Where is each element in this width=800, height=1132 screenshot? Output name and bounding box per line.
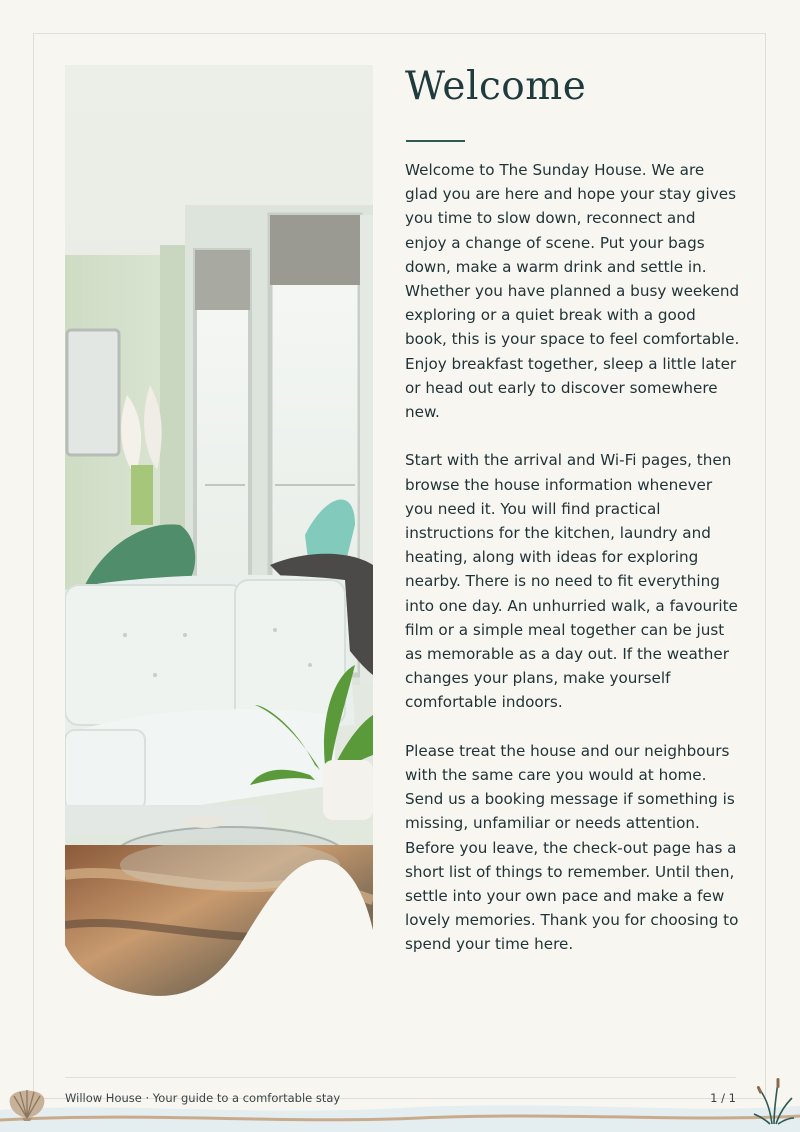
- reeds-icon: [752, 1074, 796, 1126]
- page-number: 1 / 1: [710, 1091, 736, 1105]
- footer-caption: Willow House · Your guide to a comfortable stay: [65, 1091, 341, 1105]
- paragraph: Welcome to The Sunday House. We are glad you are here and hope your stay gives you time to slow down, reconnect and enjoy a change of scene. Put your bags down, make a warm drink and settle in. Whether you have planned a busy weekend exploring or a quiet break with a good book, this is your space to feel comfortable. Enjoy breakfast together, sleep a little later or head out early to discover somewhere new.: [405, 161, 740, 422]
- welcome-text: [405, 158, 741, 981]
- seashell-icon: [6, 1082, 48, 1122]
- title-underline: [406, 140, 465, 142]
- footer-waves: [0, 1096, 800, 1132]
- living-room-photo: [65, 65, 373, 997]
- paragraph: Start with the arrival and Wi-Fi pages, then browse the house information whenever you need it. You will find practical instructions for the kitchen, laundry and heating, along with ideas for exploring nearby. There is no need to fit everything into one day. An unhurried walk, a favourite film or a simple meal together can be just as memorable as a day out. If the weather changes your plans, make yourself comfortable indoors.: [405, 451, 738, 712]
- footer-divider: [65, 1077, 736, 1078]
- paragraph: Please treat the house and our neighbours with the same care you would at home. Send us a booking message if something is missing, unfamiliar or needs attention. Before you leave, the check-out page has a short list of things to remember. Until then, settle into your own pace and make a few lovely memories. Thank you for choosing to spend your time here.: [405, 741, 739, 954]
- page-title: Welcome: [405, 64, 587, 109]
